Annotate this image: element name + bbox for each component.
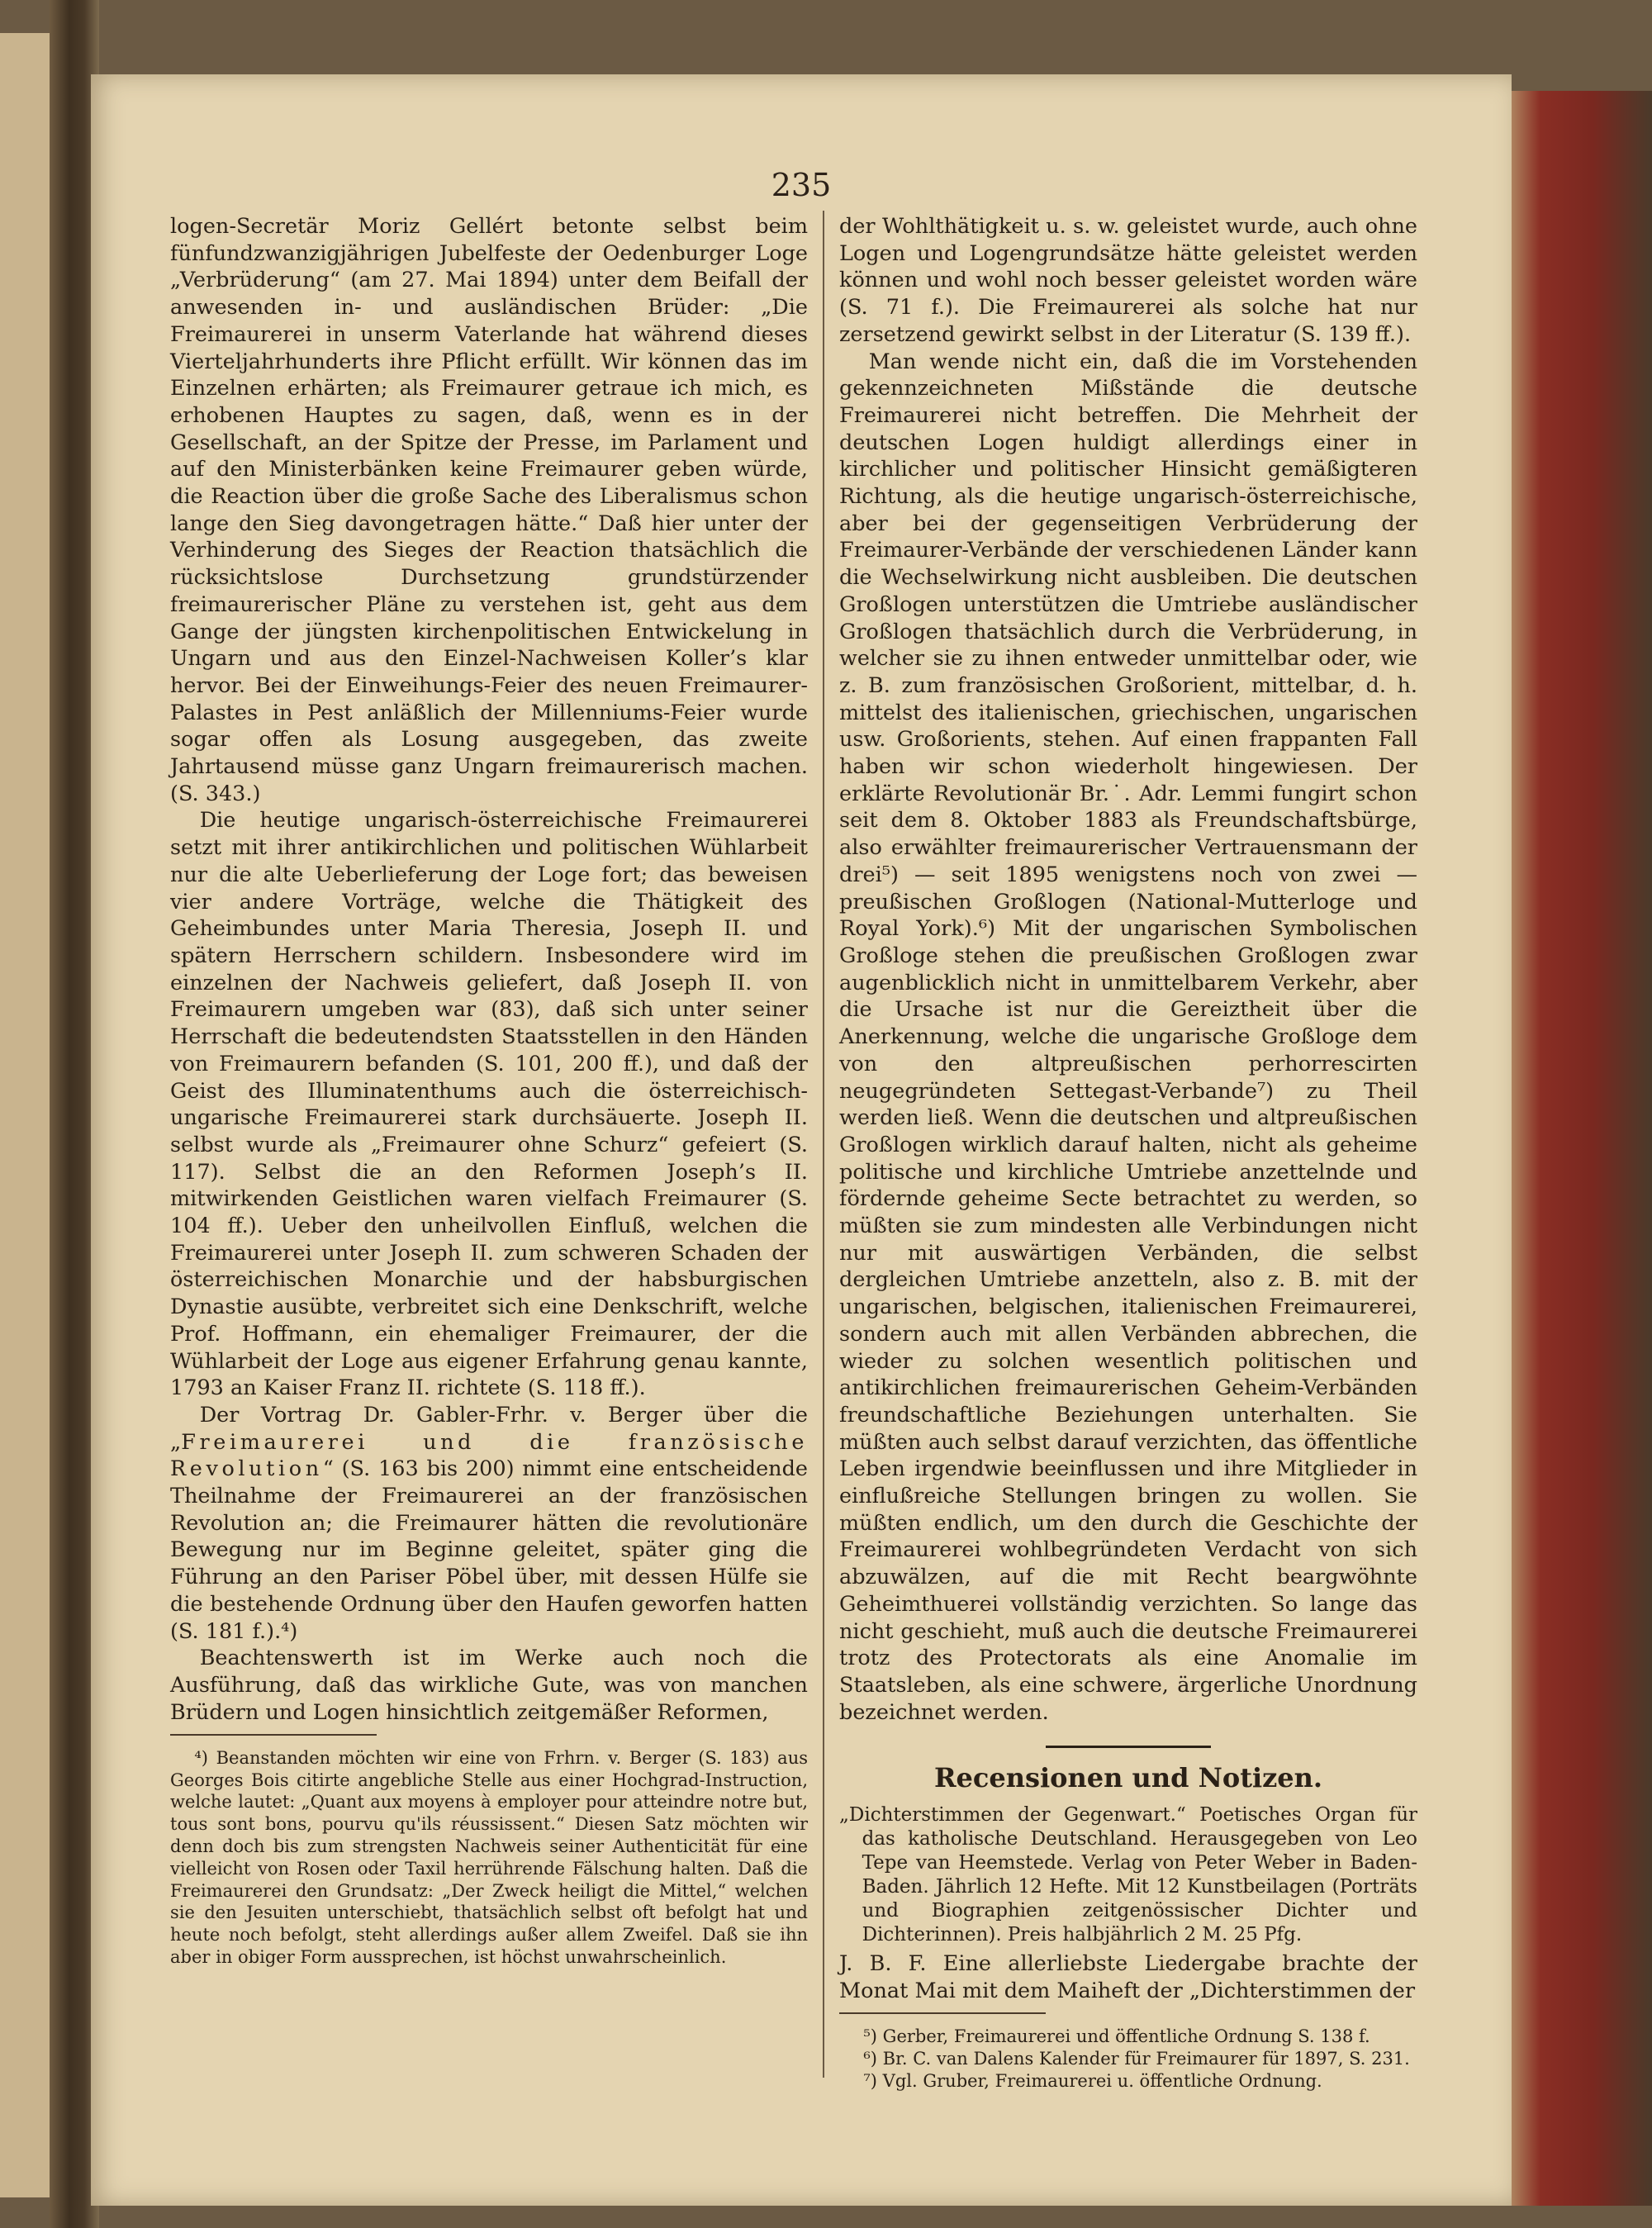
paragraph: [170, 1402, 808, 1645]
spaced-title: Freimaurerei und die französische Revolution: [170, 1429, 808, 1482]
left-column: [170, 213, 808, 1969]
footnote: ⁵) Gerber, Freimaurerei und öffentliche Ordnung S. 138 f.: [863, 2026, 1370, 2046]
review-section: [839, 1803, 1417, 2004]
footnote: ⁶) Br. C. van Dalens Kalender für Freimaurer für 1897, S. 231.: [863, 2048, 1410, 2069]
paragraph-text: Der Vortrag Dr. Gabler-Frhr. v. Berger über die „Freimaurerei und die französische Revolution“ (S. 163 bis 200) nimmt eine entscheidende Theilnahme der Freimaurerei an der französischen Revolution an; die Freimaurer hätten die revolutionäre Bewegung nur im Beginne geleitet, später ging die Führung an den Pariser Pöbel über, mit dessen Hülfe sie die bestehende Ordnung über den Haufen geworfen hatten (S. 181 f.).⁴): [170, 1402, 808, 1644]
review-note: J. B. F. Eine allerliebste Liedergabe brachte der Monat Mai mit dem Maiheft der „Dichterstimmen der: [839, 1951, 1417, 2003]
footnote: ⁷) Vgl. Gruber, Freimaurerei u. öffentliche Ordnung.: [863, 2070, 1322, 2091]
column-divider: [823, 211, 824, 2078]
footnote-rule: [170, 1734, 377, 1736]
page-number: 235: [771, 167, 832, 203]
previous-page-edge: [0, 33, 50, 2197]
paragraph: Beachtenswerth ist im Werke auch noch die Ausführung, daß das wirkliche Gute, was von manchen Brüdern und Logen hinsichtlich zeitgemäßer Reformen,: [170, 1646, 808, 1725]
paragraph: Man wende nicht ein, daß die im Vorstehenden gekennzeichneten Mißstände die deutsche Freimaurerei nicht betreffen. Die Mehrheit der deutschen Logen huldigt allerdings einer in kirchlicher und politischer Hinsicht gemäßigteren Richtung, als die heutige ungarisch-österreichische, aber bei der gegenseitigen Verbrüderung der Freimaurer-Verbände der verschiedenen Länder kann die Wechselwirkung nicht ausbleiben. Die deutschen Großlogen unterstützen die Umtriebe ausländischer Großlogen thatsächlich durch die Verbrüderung, in welcher sie zu ihnen entweder unmittelbar oder, wie z. B. zum französischen Großorient, mittelbar, d. h. mittelst des italienischen, griechischen, ungarischen usw. Großorients, stehen. Auf einen frappanten Fall haben wir schon wiederholt hingewiesen. Der erklärte Revolutionär Br.˙. Adr. Lemmi fungirt schon seit dem 8. Oktober 1883 als Freundschaftsbürge, also erwählter freimaurerischer Vertrauensmann der drei⁵) — seit 1895 wenigstens noch von zwei — preußischen Großlogen (National-Mutterloge und Royal York).⁶) Mit der ungarischen Symbolischen Großloge stehen die preußischen Großlogen zwar augenblicklich nicht in unmittelbarem Verkehr, aber die Ursache ist nur die Gereiztheit über die Anerkennung, welche die ungarische Großloge dem von den altpreußischen perhorrescirten neugegründeten Settegast-Verbande⁷) zu Theil werden ließ. Wenn die deutschen und altpreußischen Großlogen wirklich darauf halten, nicht als geheime politische und kirchliche Umtriebe anzettelnde und fördernde geheime Secte betrachtet zu werden, so müßten sie zum mindesten alle Verbindungen nicht nur mit auswärtigen Verbänden, die selbst dergleichen Umtriebe anzetteln, also z. B. mit der ungarischen, belgischen, italienischen Freimaurerei, sondern auch mit allen Verbänden abbrechen, die wieder zu solchen wesentlich politischen und antikirchlichen freimaurerischen Geheim-Verbänden freundschaftliche Beziehungen unterhalten. Sie müßten auch selbst darauf verzichten, das öffentliche Leben irgendwie beeinflussen und ihre Mitglieder in einflußreiche Stellungen bringen zu wollen. Sie müßten endlich, um den durch die Geschichte der Freimaurerei wohlbegründeten Verdacht von sich abzuwälzen, auf die mit Recht beargwöhnte Geheimthuerei vollständig verzichten. So lange das nicht geschieht, muß auch die deutsche Freimaurerei trotz des Protectorats als eine Anomalie im Staatsleben, als eine schwere, ärgerliche Unordnung bezeichnet werden.: [839, 349, 1417, 1725]
review-entry: „Dichterstimmen der Gegenwart.“ Poetisches Organ für das katholische Deutschland. Herausgegeben von Leo Tepe van Heemstede. Verlag von Peter Weber in Baden-Baden. Jährlich 12 Hefte. Mit 12 Kunstbeilagen (Porträts und Biographien zeitgenössischer Dichter und Dichterinnen). Preis halbjährlich 2 M. 25 Pfg.: [839, 1804, 1417, 1946]
right-column: [839, 213, 1417, 2092]
paragraph: Die heutige ungarisch-österreichische Freimaurerei setzt mit ihrer antikirchlichen und politischen Wühlarbeit nur die alte Ueberlieferung der Loge fort; das beweisen vier andere Vorträge, welche die Thätigkeit des Geheimbundes unter Maria Theresia, Joseph II. und spätern Herrschern schildern. Insbesondere wird im einzelnen der Nachweis geliefert, daß Joseph II. von Freimaurern umgeben war (83), daß sich unter seiner Herrschaft die bedeutendsten Staatsstellen in den Händen von Freimaurern befanden (S. 101, 200 ff.), und daß der Geist des Illuminatenthums auch die österreichisch-ungarische Freimaurerei stark durchsäuerte. Joseph II. selbst wurde als „Freimaurer ohne Schurz“ gefeiert (S. 117). Selbst die an den Reformen Joseph’s II. mitwirkenden Geistlichen waren vielfach Freimaurer (S. 104 ff.). Ueber den unheilvollen Einfluß, welchen die Freimaurerei unter Joseph II. zum schweren Schaden der österreichischen Monarchie und der habsburgischen Dynastie ausübte, verbreitet sich eine Denkschrift, welche Prof. Hoffmann, ein ehemaliger Freimaurer, der die Wühlarbeit der Loge aus eigener Erfahrung genau kannte, 1793 an Kaiser Franz II. richtete (S. 118 ff.).: [170, 808, 808, 1401]
book-edge: [1503, 91, 1652, 2206]
page: [91, 74, 1512, 2206]
footnote: ⁴) Beanstanden möchten wir eine von Frhrn. v. Berger (S. 183) aus Georges Bois citirte angebliche Stelle aus einer Hochgrad-Instruction, welche lautet: „Quant aux moyens à employer pour atteindre notre but, tous sont bons, pourvu qu'ils réussissent.“ Diesen Satz möchten wir denn doch bis zum strengsten Nachweis seiner Authenticität für eine vielleicht von Rosen oder Taxil herrührende Fälschung halten. Daß die Freimaurerei den Grundsatz: „Der Zweck heiligt die Mittel,“ welchen sie den Jesuiten unterschiebt, thatsächlich selbst oft befolgt hat und heute noch befolgt, steht allerdings außer allem Zweifel. Daß sie ihn aber in obiger Form aussprechen, ist höchst unwahrscheinlich.: [170, 1747, 808, 1968]
footnote-rule: [839, 2012, 1046, 2014]
section-heading: Recensionen und Notizen.: [933, 1762, 1323, 1794]
paragraph: logen-Secretär Moriz Gellért betonte selbst beim fünfundzwanzigjährigen Jubelfeste der Oedenburger Loge „Verbrüderung“ (am 27. Mai 1894) unter dem Beifall der anwesenden in- und ausländischen Brüder: „Die Freimaurerei in unserm Vaterlande hat während dieses Vierteljahrhunderts ihre Pflicht erfüllt. Wir können das im Einzelnen erhärten; als Freimaurer getraue ich mich, es erhobenen Hauptes zu sagen, daß, wenn es in der Gesellschaft, an der Spitze der Presse, im Parlament und auf den Ministerbänken keine Freimaurer geben würde, die Reaction über die große Sache des Liberalismus schon lange den Sieg davongetragen hätte.“ Daß hier unter der Verhinderung des Sieges der Reaction thatsächlich die rücksichtslose Durchsetzung grundstürzender freimaurerischer Pläne zu verstehen ist, geht aus dem Gange der jüngsten kirchenpolitischen Entwickelung in Ungarn und aus den Einzel-Nachweisen Koller’s klar hervor. Bei der Einweihungs-Feier des neuen Freimaurer-Palastes in Pest anläßlich der Millenniums-Feier wurde sogar offen als Losung ausgegeben, das zweite Jahrtausend müsse ganz Ungarn freimaurerisch machen. (S. 343.): [170, 214, 808, 806]
paragraph: der Wohlthätigkeit u. s. w. geleistet wurde, auch ohne Logen und Logengrundsätze hätte geleistet werden können und wohl noch besser geleistet worden wäre (S. 71 f.). Die Freimaurerei als solche hat nur zersetzend gewirkt selbst in der Literatur (S. 139 ff.).: [839, 214, 1417, 347]
section-rule: [1046, 1746, 1211, 1748]
